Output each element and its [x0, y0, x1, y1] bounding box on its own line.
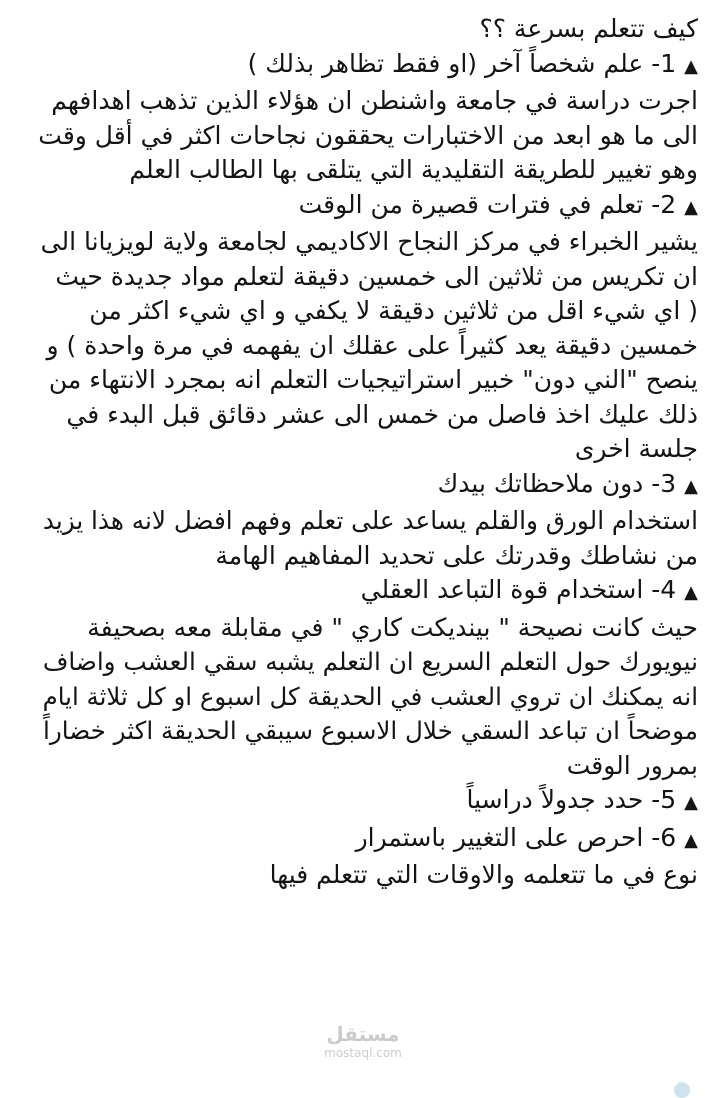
section-heading: [36, 47, 698, 85]
triangle-bullet-icon: ▲: [684, 196, 698, 218]
paragraph-line: خمسين دقيقة يعد كثيراً على عقلك ان يفهمه في مرة واحدة ) و: [46, 330, 698, 360]
paragraph-line: اجرت دراسة في جامعة واشنطن ان هؤلاء الذين تذهب اهدافهم: [51, 86, 698, 115]
watermark-latin-text: mostaql.com: [324, 1046, 402, 1060]
section-heading-text: 5- حدد جدولاً دراسياً: [466, 785, 677, 814]
section-heading-text: 1- علم شخصاً آخر (او فقط تظاهر بذلك ): [247, 48, 677, 78]
paragraph-line: وهو تغيير للطريقة التقليدية التي يتلقى بها الطالب العلم: [129, 155, 698, 184]
article-body: [36, 12, 698, 893]
paragraph-line: ان تكريس من ثلاثين الى خمسين دقيقة لتعلم مواد جديدة حيث: [55, 261, 698, 291]
sections-container: [36, 47, 698, 893]
section-heading-text: 3- دون ملاحظاتك بيدك: [437, 468, 677, 498]
section-heading: [36, 783, 698, 821]
paragraph-line: ذلك عليك اخذ فاصل من خمس الى عشر دقائق قبل البدء في: [66, 399, 698, 429]
section-heading: [36, 467, 698, 505]
section-heading: [36, 188, 698, 226]
mostaql-watermark: [308, 1022, 418, 1060]
paragraph-line: استخدام الورق والقلم يساعد على تعلم وفهم افضل لانه هذا يزيد: [42, 506, 698, 535]
article-title: كيف تتعلم بسرعة ؟؟: [479, 14, 698, 43]
section-heading: [36, 821, 698, 859]
paragraph-line: نيويورك حول التعلم السريع ان التعلم يشبه سقي العشب واضاف: [42, 647, 698, 676]
paragraph-line: ( اي شيء اقل من ثلاثين دقيقة لا يكفي و اي شيء اكثر من: [89, 296, 698, 325]
corner-circle-icon: [674, 1082, 690, 1098]
paragraph-line: انه يمكنك ان تروي العشب في الحديقة كل اسبوع او كل ثلاثة ايام: [42, 681, 698, 711]
paragraph-line: بمرور الوقت: [566, 750, 698, 780]
paragraph-line: من نشاطك وقدرتك على تحديد المفاهيم الهامة: [215, 540, 698, 570]
paragraph-line: الى ما هو ابعد من الاختبارات يحققون نجاحات اكثر في أقل وقت: [38, 120, 698, 150]
section-heading-text: 4- استخدام قوة التباعد العقلي: [360, 575, 677, 604]
paragraph-line: ينصح "الني دون" خبير استراتيجيات التعلم انه بمجرد الانتهاء من: [48, 365, 698, 394]
section-heading-text: 6- احرص على التغيير باستمرار: [355, 822, 677, 852]
paragraph-line: يشير الخبراء في مركز النجاح الاكاديمي لجامعة ولاية لويزيانا الى: [40, 227, 698, 256]
section-heading-text: 2- تعلم في فترات قصيرة من الوقت: [298, 189, 677, 219]
section-heading: [36, 573, 698, 611]
triangle-bullet-icon: ▲: [684, 829, 698, 851]
triangle-bullet-icon: ▲: [684, 475, 698, 497]
triangle-bullet-icon: ▲: [684, 792, 698, 813]
paragraph-line: موضحاً ان تباعد السقي خلال الاسبوع سيبقي الحديقة اكثر خضاراً: [42, 716, 698, 745]
paragraph-line: حيث كانت نصيحة " بينديكت كاري " في مقابلة معه بصحيفة: [87, 612, 698, 642]
watermark-arabic-text: مستقل: [326, 1022, 400, 1046]
paragraph-line: جلسة اخرى: [574, 434, 698, 463]
paragraph-line: نوع في ما تتعلمه والاوقات التي تتعلم فيها: [269, 860, 698, 889]
triangle-bullet-icon: ▲: [684, 582, 698, 603]
triangle-bullet-icon: ▲: [684, 55, 698, 77]
